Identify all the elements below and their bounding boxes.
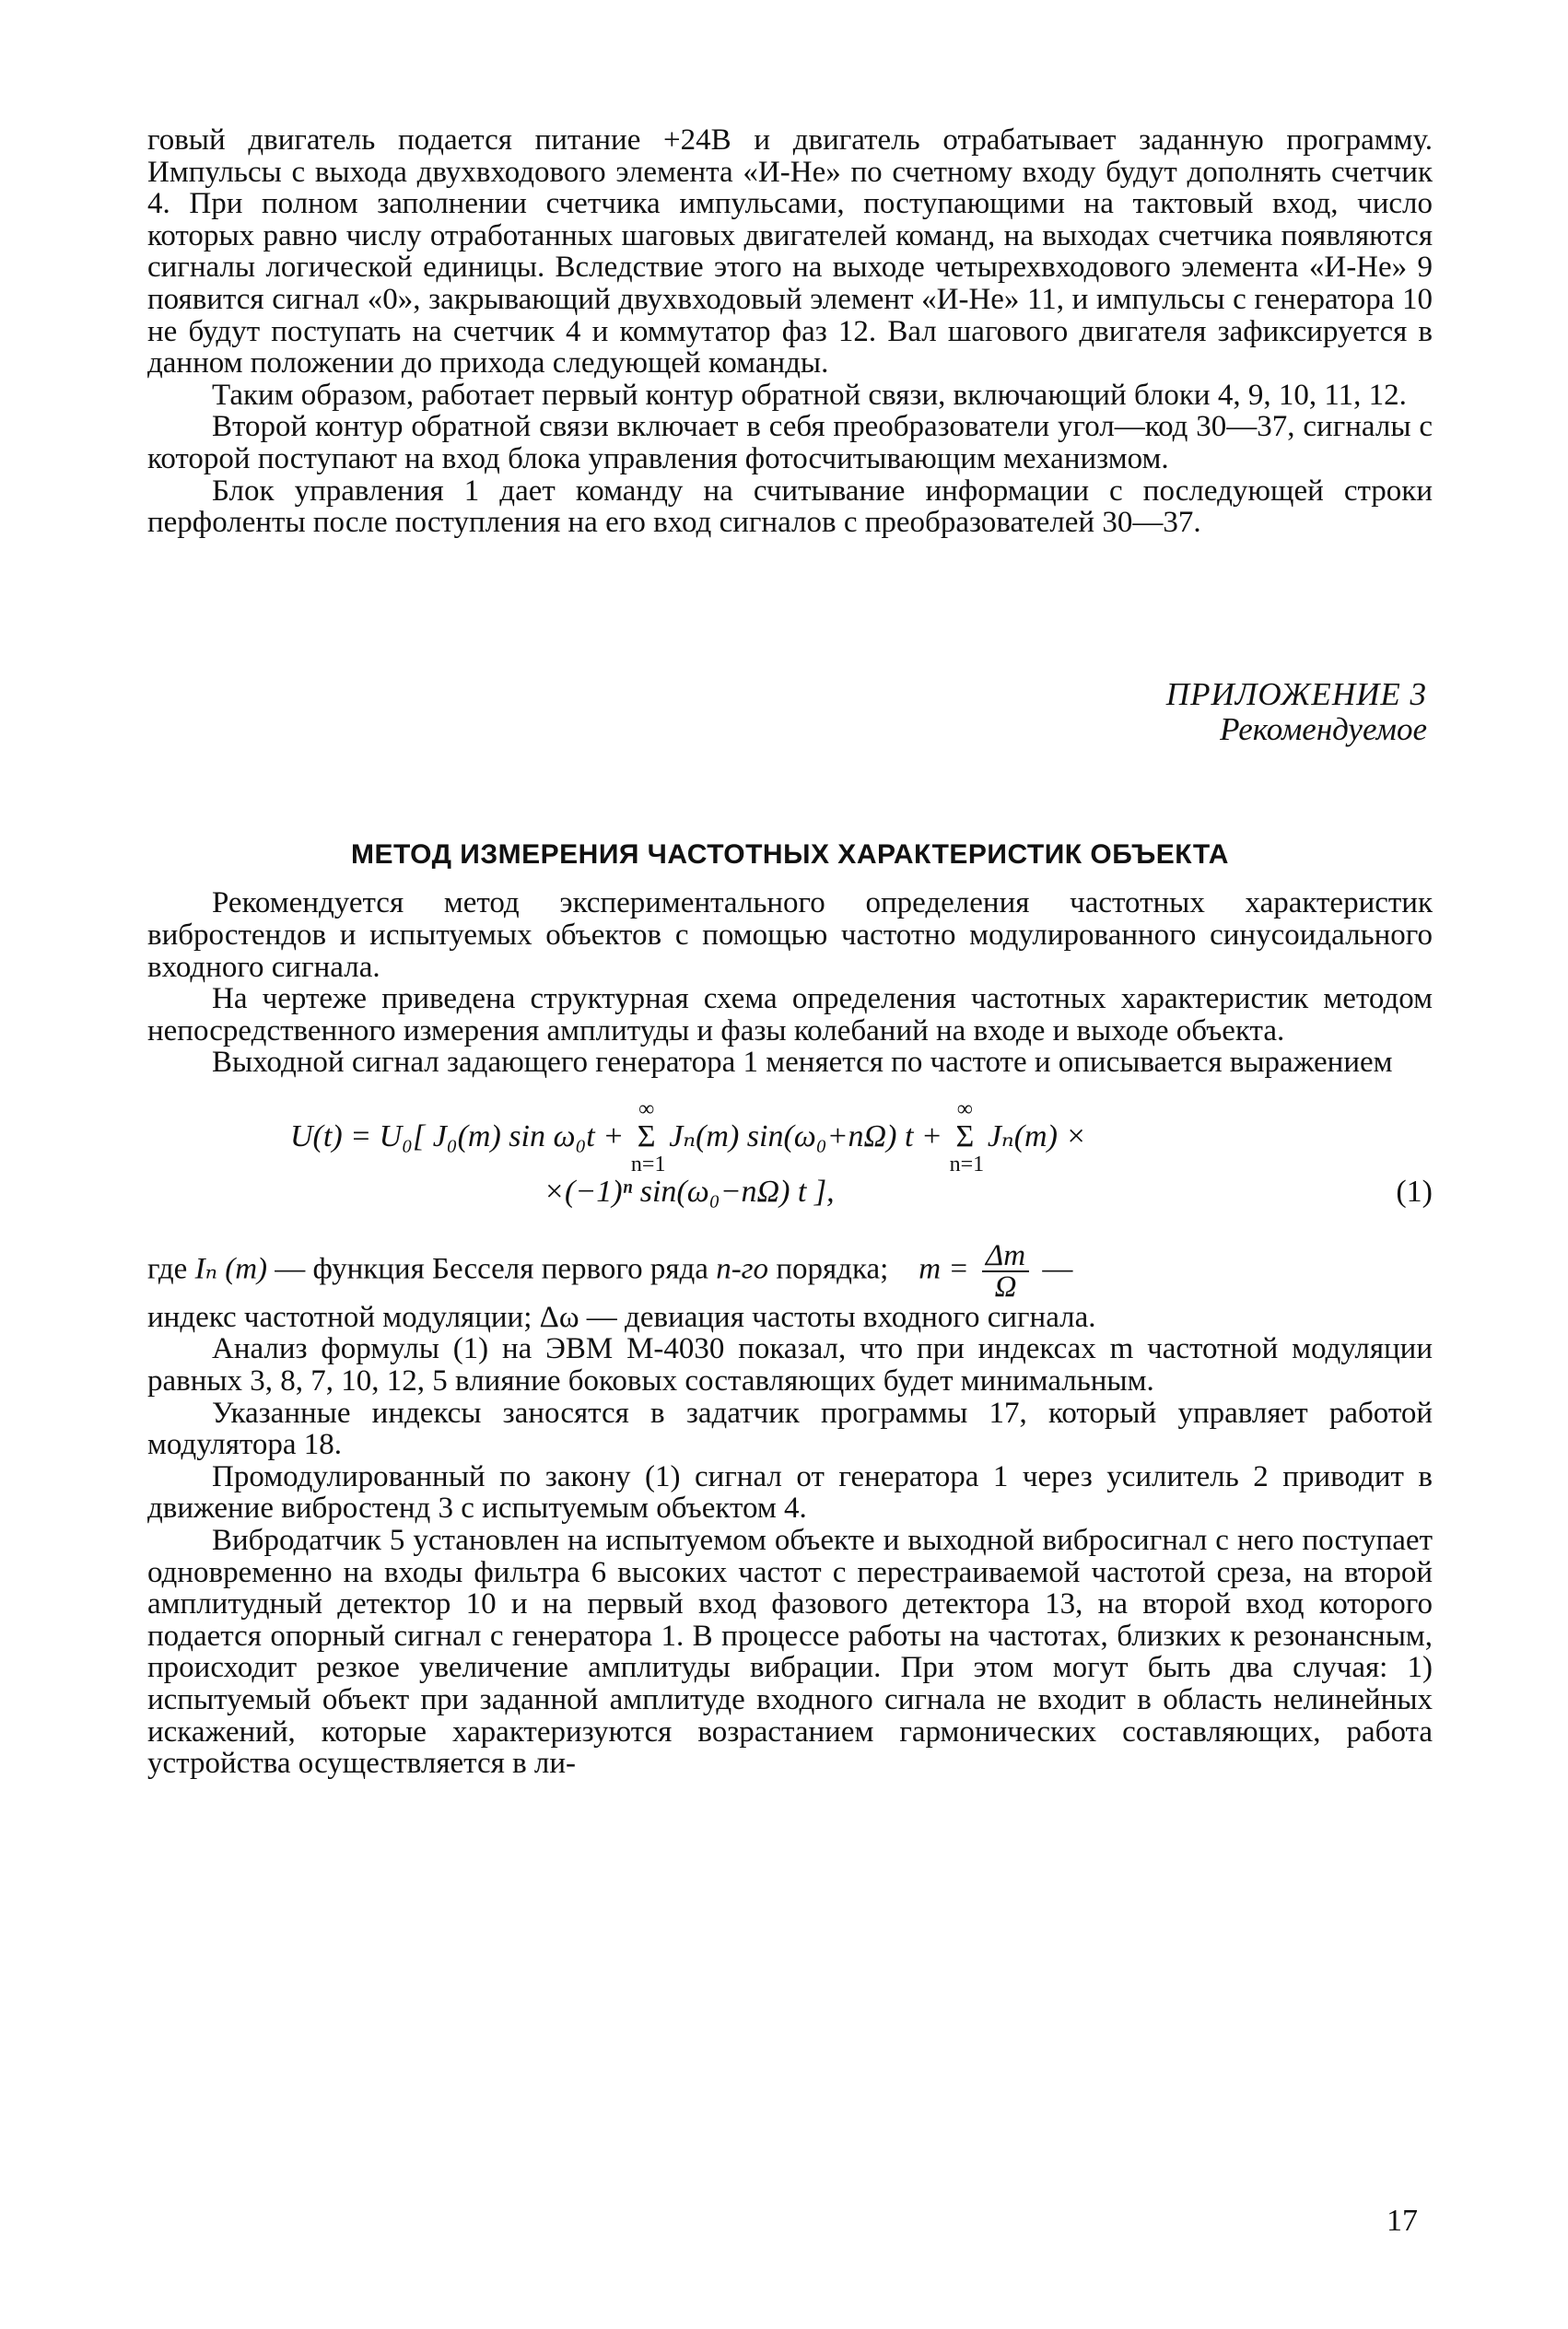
- formula-explanation: [147, 1238, 1433, 1304]
- section-heading: МЕТОД ИЗМЕРЕНИЯ ЧАСТОТНЫХ ХАРАКТЕРИСТИК ОБЪЕКТА: [351, 838, 1229, 870]
- fraction-numerator: Δm: [982, 1241, 1029, 1272]
- sum-symbol-1: [630, 1096, 666, 1176]
- where-description: — функция Бесселя первого ряда: [275, 1252, 708, 1286]
- sum-symbol-2: [949, 1096, 985, 1176]
- paragraph-program-setter: Указанные индексы заносятся в задатчик программы 17, который управляет работой модулятора 18.: [147, 1396, 1433, 1462]
- fraction-denominator: Ω: [994, 1270, 1017, 1304]
- sum-1-upper-limit: ∞: [638, 1096, 655, 1121]
- formula-line-2-text: ×(−1)ⁿ sin(ω₀−nΩ) t ],: [544, 1174, 835, 1209]
- formula-line-1: [290, 1096, 1087, 1176]
- paragraph-vibration-sensor: Вибродатчик 5 установлен на испытуемом объекте и выходной вибросигнал с него поступает одновременно на входы фильтра 6 высоких частот с перестраиваемой частотой среза, на второй амплитудный детектор 10 и на первый вход фазового детектора 13, на второй вход которого подается опорный сигнал с генератора 1. В процессе работы на частотах, близких к резонансным, происходит резкое увеличение амплитуды вибрации. При этом могут быть два случая: 1) испытуемый объект при заданной амплитуде входного сигнала не входит в область нелинейных искажений, которые характеризуются возрастанием гармонических составляющих, работа устройства осуществляется в ли-: [147, 1524, 1433, 1781]
- sum-2-lower-limit: n=1: [949, 1152, 985, 1176]
- sum-1-sigma: Σ: [637, 1118, 656, 1153]
- paragraph-formula-analysis: Анализ формулы (1) на ЭВМ М-4030 показал, что при индексах m частотной модуляции равных 3, 8, 7, 10, 12, 5 влияние боковых составляющих будет минимальным.: [147, 1332, 1433, 1399]
- where-word: где: [147, 1252, 188, 1286]
- appendix-title: ПРИЛОЖЕНИЕ 3: [1165, 675, 1427, 712]
- paragraph-continuation: говый двигатель подается питание +24В и двигатель отрабатывает заданную программу. Импульсы с выхода двухвходового элемента «И-Не» по счетному входу будут дополнять счетчик 4. При полном заполнении счетчика импульсами, поступающими на тактовый вход, число которых равно числу отработанных шаговых двигателей команд, на выходах счетчика появляются сигналы логической единицы. Вследствие этого на выходе четырехвходового элемента «И-Не» 9 появится сигнал «0», закрывающий двухвходовый элемент «И-Не» 11, и импульсы с генератора 10 не будут поступать на счетчик 4 и коммутатор фаз 12. Вал шагового двигателя зафиксируется в данном положении до прихода следующей команды.: [147, 123, 1433, 380]
- sum-2-upper-limit: ∞: [956, 1096, 973, 1121]
- modulation-index-fraction: [982, 1238, 1029, 1304]
- formula-line-2: [544, 1176, 835, 1209]
- order-word: порядка;: [776, 1252, 889, 1286]
- paragraph-generator-signal: Выходной сигнал задающего генератора 1 меняется по частоте и описывается выражением: [212, 1046, 1393, 1080]
- formula-part-b: Jₙ(m) sin(ω₀+nΩ) t +: [669, 1118, 942, 1153]
- sum-1-lower-limit: n=1: [630, 1152, 666, 1176]
- paragraph-control-block: Блок управления 1 дает команду на считывание информации с последующей строки перфоленты после поступления на его вход сигналов с преобразователей 30—37.: [147, 474, 1433, 540]
- dash: —: [1042, 1252, 1073, 1286]
- paragraph-feedback-loop-2: Второй контур обратной связи включает в себя преобразователи угол—код 30—37, сигналы с которой поступают на вход блока управления фотосчитывающим механизмом.: [147, 410, 1433, 475]
- appendix-label: [147, 677, 1433, 747]
- equation-number: (1): [1396, 1174, 1433, 1209]
- modulation-index-definition: индекс частотной модуляции; Δω — девиация частоты входного сигнала.: [147, 1300, 1096, 1334]
- paragraph-feedback-loop-1: Таким образом, работает первый контур обратной связи, включающий блоки 4, 9, 10, 11, 12.: [212, 378, 1407, 412]
- formula-part-a: U(t) = U₀[ J₀(m) sin ω₀t +: [290, 1118, 625, 1153]
- modulation-index-symbol: m =: [919, 1252, 969, 1286]
- paragraph-diagram-description: На чертеже приведена структурная схема определения частотных характеристик методом непосредственного измерения амплитуды и фазы колебаний на входе и выходе объекта.: [147, 982, 1433, 1047]
- sum-2-sigma: Σ: [955, 1118, 975, 1153]
- order-n: n-го: [716, 1252, 769, 1286]
- appendix-subtitle: Рекомендуемое: [1220, 710, 1427, 747]
- formula-1: [147, 1084, 1433, 1223]
- paragraph-method-intro: Рекомендуется метод экспериментального определения частотных характеристик вибростендов и испытуемых объектов с помощью частотно модулированного синусоидального входного сигнала.: [147, 886, 1433, 984]
- bessel-function-symbol: Iₙ (m): [194, 1252, 268, 1286]
- paragraph-modulated-signal: Промодулированный по закону (1) сигнал от генератора 1 через усилитель 2 приводит в движение вибростенд 3 с испытуемым объектом 4.: [147, 1459, 1433, 1526]
- page-number: 17: [1387, 2204, 1418, 2238]
- formula-part-c: Jₙ(m) ×: [987, 1118, 1087, 1153]
- page-body: [147, 124, 1433, 1780]
